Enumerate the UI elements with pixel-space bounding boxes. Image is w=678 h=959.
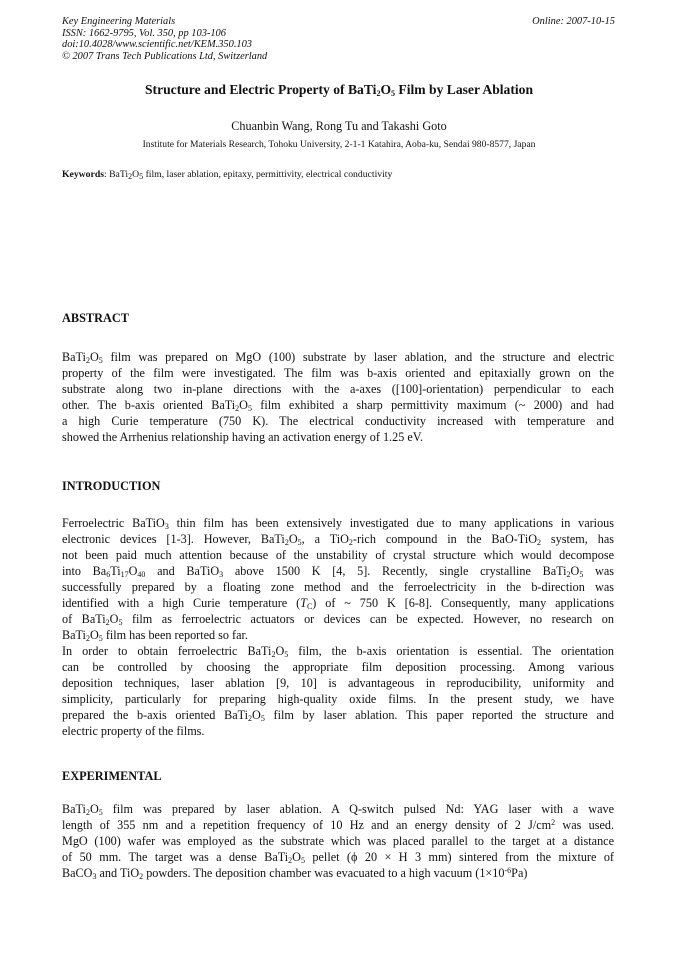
issn-line: ISSN: 1662-9795, Vol. 350, pp 103-106 (62, 27, 226, 39)
journal-name: Key Engineering Materials (62, 16, 176, 27)
text-line: prepared the b-axis oriented $BaTi_2O_5$ film by laser ablation. This paper reported the structure and (62, 708, 614, 723)
copyright-line: © 2007 Trans Tech Publications Ltd, Switzerland (62, 50, 268, 62)
keywords: Keywords: $BaTi_2O_5$ film, laser ablation, epitaxy, permittivity, electrical conductivity (62, 169, 393, 181)
experimental-heading: EXPERIMENTAL (62, 769, 162, 783)
affiliation: Institute for Materials Research, Tohoku University, 2-1-1 Katahira, Aoba-ku, Sendai 980-8577, Japan (142, 139, 536, 150)
doi-line: doi:10.4028/www.scientific.net/KEM.350.103 (62, 39, 252, 51)
text-line: not been paid much attention because of the unstability of crystal structure which would decompose (62, 548, 614, 562)
text-line: of $BaTi_2O_5$ film as ferroelectric actuators or devices can be expected. However, no research on (62, 612, 614, 627)
abstract-heading: ABSTRACT (62, 311, 129, 325)
text-line: In order to obtain ferroelectric $BaTi_2O_5$ film, the b-axis orientation is essential. The orientation (62, 644, 614, 659)
text-line: simplicity, particularly for preparing high-quality oxide films. In the present study, we have (62, 692, 614, 706)
introduction-text (62, 515, 614, 739)
text-line: electronic devices [1-3]. However, $BaTi_2O_5$, a TiO$_2$-rich compound in the BaO-TiO$_2$ system, has (62, 532, 614, 547)
author-list: Chuanbin Wang, Rong Tu and Takashi Goto (231, 119, 447, 133)
paper-title: Structure and Electric Property of $BaTi_2O_5$ Film by Laser Ablation (145, 82, 533, 98)
text-line: electric property of the films. (62, 724, 205, 738)
keywords-label: Keywords (62, 169, 104, 180)
text-line: can be controlled by choosing the appropriate film deposition processing. Among various (62, 660, 614, 674)
text-line: a high Curie temperature (750 K). The electrical conductivity increased with temperature and (62, 414, 614, 428)
text-line: identified with a high Curie temperature $(T_C)$ of ~ 750 K [6-8]. Consequently, many applications (62, 596, 614, 611)
journal-header (62, 16, 422, 62)
text-line: successfully prepared by a floating zone method and the ferroelectricity in the b-direction was (62, 580, 614, 594)
experimental-text (62, 801, 614, 881)
text-line: showed the Arrhenius relationship having an activation energy of 1.25 eV. (62, 430, 424, 444)
text-line: into $Ba_6Ti_{17}O_{40}$ and BaTiO$_3$ above 1500 K [4, 5]. Recently, single crystalline $BaTi_2O_5$ was (62, 564, 614, 579)
text-line: deposition techniques, laser ablation [9, 10] is advantageous in reproducibility, uniformity and (62, 676, 614, 690)
text-line: substrate along two in-plane directions with the a-axes ([100]-orientation) perpendicular to each (62, 382, 614, 396)
abstract-text (62, 349, 614, 445)
text-line: $BaTi_2O_5$ film was prepared by laser ablation. A Q-switch pulsed Nd: YAG laser with a wave (62, 802, 614, 817)
text-line: of 50 mm. The target was a dense $BaTi_2O_5$ pellet (ϕ 20 × H 3 mm) sintered from the mixture of (62, 850, 614, 865)
text-line: MgO (100) wafer was employed as the substrate which was placed parallel to the target at a distance (62, 834, 614, 848)
text-line: other. The b-axis oriented $BaTi_2O_5$ film exhibited a sharp permittivity maximum (~ 2000) and had (62, 398, 614, 413)
online-date: Online: 2007-10-15 (532, 16, 615, 27)
text-line: $BaTi_2O_5$ film was prepared on MgO (100) substrate by laser ablation, and the structure and electric (62, 350, 614, 365)
text-line: BaCO$_3$ and TiO$_2$ powders. The deposition chamber was evacuated to a high vacuum $(1\times 10^{-6}Pa)$ (62, 866, 528, 881)
text-line: Ferroelectric BaTiO$_3$ thin film has been extensively investigated due to many applications in various (62, 516, 614, 531)
text-line: property of the film were investigated. The film was b-axis oriented and epitaxially grown on the (62, 366, 614, 380)
text-line: length of 355 nm and a repetition frequency of 10 Hz and an energy density of 2 $J/cm^2$ was used. (62, 818, 614, 832)
introduction-heading: INTRODUCTION (62, 479, 161, 493)
text-line: $BaTi_2O_5$ film has been reported so far. (62, 628, 248, 643)
